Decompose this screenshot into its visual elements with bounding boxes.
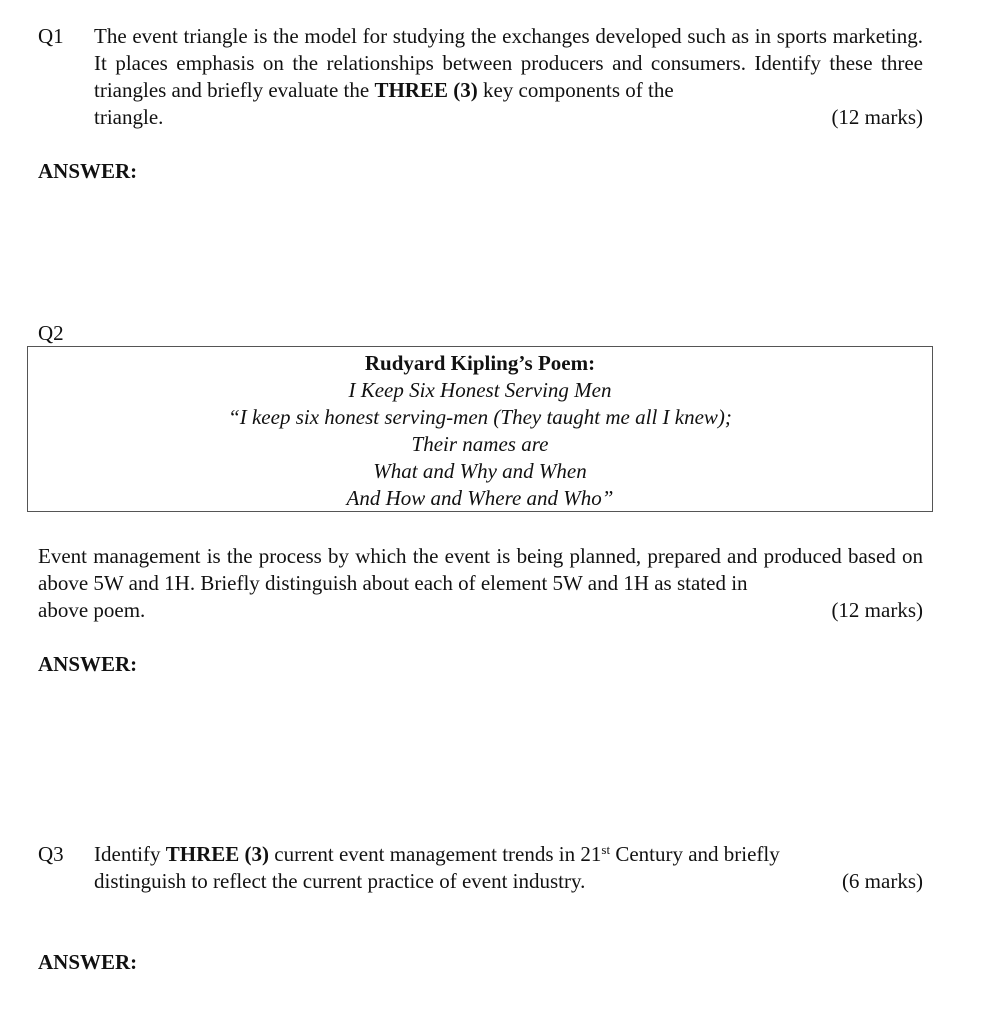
q1-text-b: key components of the — [477, 78, 674, 102]
q2-answer-label: ANSWER: — [38, 652, 138, 676]
q3-text-b: current event management trends in 21 — [269, 842, 602, 866]
q1-answer-label: ANSWER: — [38, 159, 138, 183]
q1-text-a: The event triangle is the model for studying the exchanges developed such as in sports marketing. It places emphasis on the relationships between producers and consumers. Identify these three triangles and briefly evaluate the — [94, 24, 923, 102]
poem-line: “I keep six honest serving-men (They taught me all I knew); — [228, 405, 732, 429]
q2-last-text: above poem. — [38, 598, 146, 622]
q2-marks: (12 marks) — [831, 598, 923, 622]
q3-last-text: distinguish to reflect the current practice of event industry. — [94, 869, 586, 893]
q3-answer-label: ANSWER: — [38, 950, 138, 974]
q3-marks: (6 marks) — [841, 869, 923, 893]
q1-text — [94, 23, 923, 131]
q2-text-body: Event management is the process by which the event is being planned, prepared and produced based on above 5W and 1H. Briefly distinguish about each of element 5W and 1H as stated in — [38, 544, 923, 595]
q2-text — [38, 543, 923, 624]
poem-box — [27, 346, 933, 512]
q2-last-line — [38, 597, 923, 624]
q3-text — [94, 841, 923, 895]
q2-number: Q2 — [38, 321, 64, 345]
poem-line: Their names are — [411, 432, 549, 456]
q1-number: Q1 — [38, 24, 64, 48]
q1-last-text: triangle. — [94, 105, 164, 129]
poem-line: I Keep Six Honest Serving Men — [348, 378, 612, 402]
q1-bold: THREE (3) — [374, 78, 478, 102]
q3-text-c: Century and briefly — [610, 842, 780, 866]
q3-sup: st — [601, 842, 611, 857]
poem-title: Rudyard Kipling’s Poem: — [364, 351, 596, 375]
q1-marks: (12 marks) — [831, 105, 923, 129]
q3-number: Q3 — [38, 842, 64, 866]
poem-line: What and Why and When — [373, 459, 587, 483]
q3-last-line — [94, 868, 923, 895]
poem-line: And How and Where and Who” — [346, 486, 614, 510]
q3-text-a: Identify — [94, 842, 166, 866]
q1-last-line — [94, 104, 923, 131]
q3-bold: THREE (3) — [165, 842, 269, 866]
